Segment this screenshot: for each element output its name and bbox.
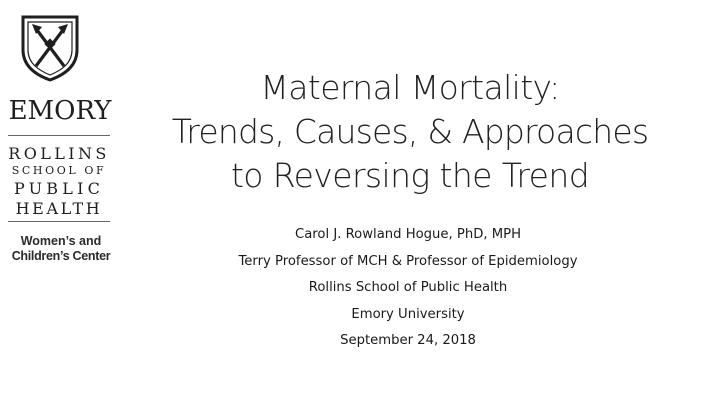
slide-title-line: to Reversing the Trend xyxy=(230,156,590,195)
slide-subtitle xyxy=(140,222,676,355)
logo-center-line: Children’s Center xyxy=(11,249,111,263)
logo-school-line: SCHOOL OF xyxy=(11,164,107,177)
presenter-name: Carol J. Rowland Hogue, PhD, MPH xyxy=(294,227,521,242)
presentation-date: September 24, 2018 xyxy=(340,333,476,348)
emory-rollins-logo xyxy=(0,0,122,280)
logo-school-line: HEALTH xyxy=(15,199,103,218)
presenter-school: Rollins School of Public Health xyxy=(308,280,508,295)
logo-divider-bottom xyxy=(8,221,110,222)
logo-divider-top xyxy=(8,135,110,136)
emory-wordmark: EMORY xyxy=(8,96,112,126)
logo-center-line: Women’s and xyxy=(20,234,102,248)
presenter-position: Terry Professor of MCH & Professor of Epidemiology xyxy=(238,253,578,269)
slide-title-line: Trends, Causes, & Approaches xyxy=(171,112,649,151)
emory-shield-icon xyxy=(20,14,80,82)
presenter-university: Emory University xyxy=(351,306,465,322)
slide-title-line: Maternal Mortality: xyxy=(260,68,560,107)
logo-school-line: ROLLINS xyxy=(8,144,110,163)
slide-title xyxy=(140,66,680,198)
logo-school-line: PUBLIC xyxy=(13,179,105,198)
